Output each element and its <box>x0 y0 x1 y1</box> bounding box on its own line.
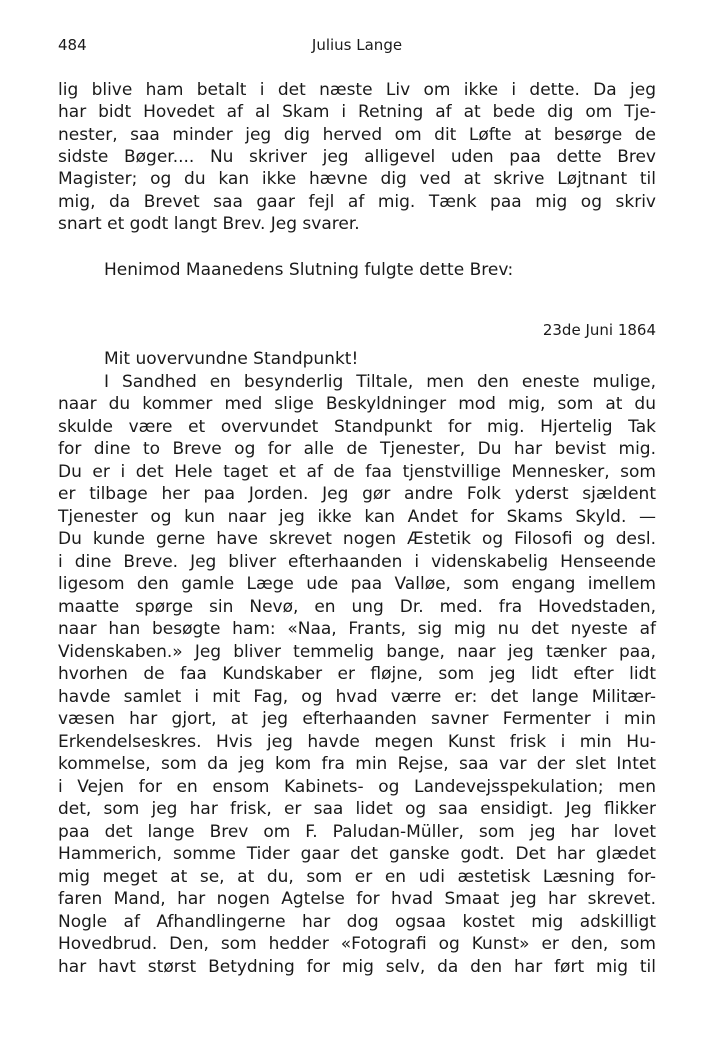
letter-date: 23de Juni 1864 <box>542 321 656 339</box>
text-line: væsen har gjort, at jeg efterhaanden savner Fermenter i min <box>58 709 656 729</box>
text-line: I Sandhed en besynderlig Tiltale, men den eneste mulige, <box>104 372 656 392</box>
text-line: mig meget at se, at du, som er en udi æstetisk Læsning for- <box>58 867 656 887</box>
page-header <box>58 36 656 56</box>
text-line: er tilbage her paa Jorden. Jeg gør andre Folk yderst sjældent <box>58 484 656 504</box>
text-line: Tjenester og kun naar jeg ikke kan Andet for Skams Skyld. — <box>58 507 656 527</box>
text-line: det, som jeg har frisk, er saa lidet og saa ensidigt. Jeg flikker <box>58 799 656 819</box>
text-line: naar du kommer med slige Beskyldninger mod mig, som at du <box>58 394 656 414</box>
text-line: Du kunde gerne have skrevet nogen Æstetik og Filosofi og desl. <box>58 529 656 549</box>
text-line: mig, da Brevet saa gaar fejl af mig. Tænk paa mig og skriv <box>58 192 656 212</box>
text-line: hvorhen de faa Kundskaber er fløjne, som jeg lidt efter lidt <box>58 664 656 684</box>
text-line: har havt størst Betydning for mig selv, da den har ført mig til <box>58 957 656 977</box>
text-line: i dine Breve. Jeg bliver efterhaanden i videnskabelig Henseende <box>58 552 656 572</box>
text-line: Nogle af Afhandlingerne har dog ogsaa kostet mig adskilligt <box>58 912 656 932</box>
text-line: havde samlet i mit Fag, og hvad værre er: det lange Militær- <box>58 687 656 707</box>
text-line: naar han besøgte ham: «Naa, Frants, sig mig nu det nyeste af <box>58 619 656 639</box>
text-line: i Vejen for en ensom Kabinets- og Landevejsspekulation; men <box>58 777 656 797</box>
text-line: skulde være et overvundet Standpunkt for mig. Hjertelig Tak <box>58 417 656 437</box>
text-line: maatte spørge sin Nevø, en ung Dr. med. fra Hovedstaden, <box>58 597 656 617</box>
text-line: snart et godt langt Brev. Jeg svarer. <box>58 214 360 234</box>
text-line: faren Mand, har nogen Agtelse for hvad Smaat jeg har skrevet. <box>58 889 656 909</box>
text-line: for dine to Breve og for alle de Tjenester, Du har bevist mig. <box>58 439 656 459</box>
text-line: paa det lange Brev om F. Paludan-Müller, som jeg har lovet <box>58 822 656 842</box>
text-line: Videnskaben.» Jeg bliver temmelig bange, naar jeg tænker paa, <box>58 642 656 662</box>
text-line: sidste Bøger.... Nu skriver jeg alligevel uden paa dette Brev <box>58 147 656 167</box>
text-line: Erkendelseskres. Hvis jeg havde megen Kunst frisk i min Hu- <box>58 732 656 752</box>
text-line: Hovedbrud. Den, som hedder «Fotografi og Kunst» er den, som <box>58 934 656 954</box>
text-line: har bidt Hovedet af al Skam i Retning af at bede dig om Tje- <box>58 102 656 122</box>
letter-salutation: Mit uovervundne Standpunkt! <box>104 349 359 369</box>
running-title: Julius Lange <box>311 36 403 54</box>
text-line: lig blive ham betalt i det næste Liv om ikke i dette. Da jeg <box>58 80 656 100</box>
text-line: nester, saa minder jeg dig herved om dit Løfte at besørge de <box>58 125 656 145</box>
text-line: Magister; og du kan ikke hævne dig ved at skrive Løjtnant til <box>58 169 656 189</box>
text-line: ligesom den gamle Læge ude paa Valløe, som engang imellem <box>58 574 656 594</box>
text-line: kommelse, som da jeg kom fra min Rejse, saa var der slet Intet <box>58 754 656 774</box>
page-number: 484 <box>58 36 87 54</box>
text-line: Du er i det Hele taget et af de faa tjenstvillige Mennesker, som <box>58 462 656 482</box>
text-line: Hammerich, somme Tider gaar det ganske godt. Det har glædet <box>58 844 656 864</box>
intro-line: Henimod Maanedens Slutning fulgte dette Brev: <box>104 260 514 280</box>
